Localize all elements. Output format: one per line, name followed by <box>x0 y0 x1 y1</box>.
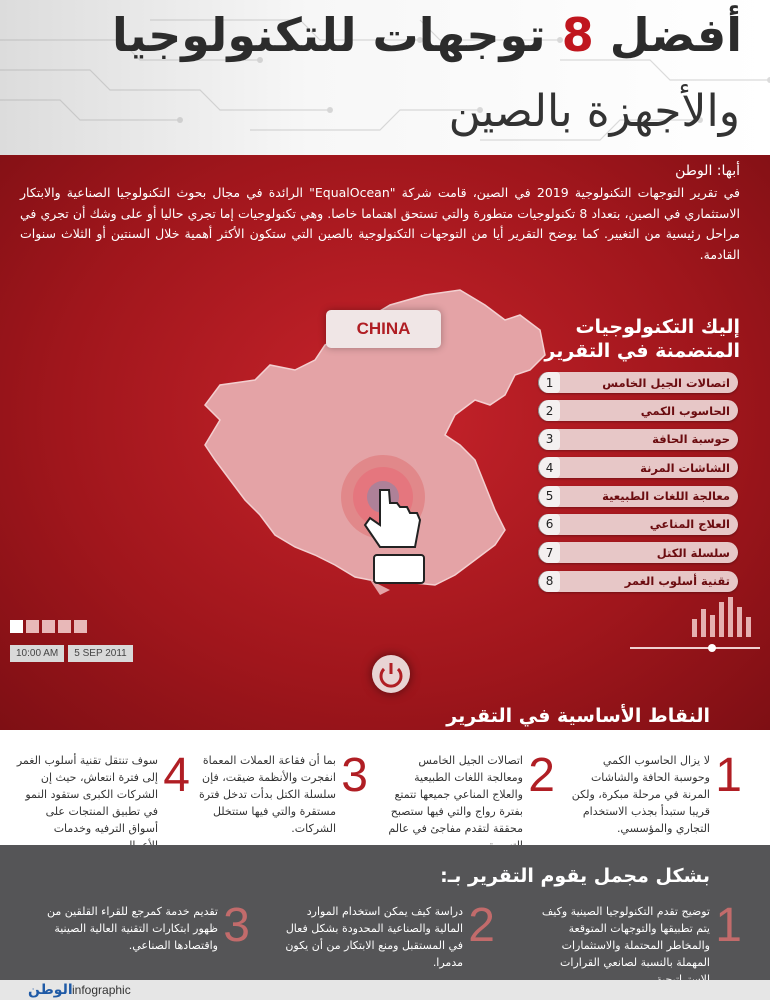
key-points-title: النقاط الأساسية في التقرير <box>446 705 710 727</box>
tech-number: 5 <box>538 486 560 507</box>
tech-item <box>538 514 738 535</box>
date-label: 5 SEP 2011 <box>68 645 132 662</box>
tech-label: معالجة اللغات الطبيعية <box>602 489 730 504</box>
key-point-number: 4 <box>163 749 190 802</box>
summary-item <box>285 899 495 971</box>
power-icon <box>372 655 410 693</box>
key-point-number: 1 <box>715 749 742 802</box>
summary-item <box>532 899 742 988</box>
tech-item <box>538 372 738 393</box>
summary-text: توضيح تقدم التكنولوجيا الصينية وكيف يتم تطبيقها والتوجهات المتوقعة والمخاطر المحتملة والاستثمارات المهملة بالنسبة لصانعي القرارات <box>541 905 710 969</box>
summary-text: تقديم خدمة كمرجع للقراء القلقين من ظهور ابتكارات التقنية العالية الصينية واقتصادها الصناعي. <box>47 905 218 952</box>
key-points-section <box>0 730 770 845</box>
tech-number: 4 <box>538 457 560 478</box>
byline: أبها: الوطن <box>675 163 740 179</box>
key-point-number: 2 <box>528 749 555 802</box>
tech-label: حوسبة الحافة <box>652 432 730 447</box>
summary-number: 3 <box>223 899 250 952</box>
key-point-text: بما أن فقاعة العملات المعماة انفجرت والأنظمة ضيقت، فإن سلسلة الكتل بدأت تدخل فترة مستقرة والتي فيها ستتخلل الشركات. <box>199 754 336 835</box>
title-part1: أفضل <box>609 8 742 62</box>
tech-item <box>538 486 738 507</box>
key-point-text: لا يزال الحاسوب الكمي وحوسبة الحافة والشاشات المرنة في مرحلة مبكرة، ولكن قريبا ستبدأ بجذب الاستخدام التجاري والمؤسسي. <box>571 754 710 835</box>
page-subtitle: والأجهزة بالصين <box>448 86 740 137</box>
tech-number: 7 <box>538 542 560 563</box>
tech-number: 1 <box>538 372 560 393</box>
footer <box>0 980 770 1000</box>
tech-list-title: إليك التكنولوجيات المتضمنة في التقرير <box>544 316 740 362</box>
slider-graphic <box>630 647 760 649</box>
tech-number: 8 <box>538 571 560 592</box>
time-label: 10:00 AM <box>10 645 64 662</box>
header <box>0 0 770 155</box>
china-label: CHINA <box>326 310 441 348</box>
summary-number: 2 <box>468 899 495 952</box>
key-point <box>15 749 190 854</box>
title-number: 8 <box>561 8 594 62</box>
tech-number: 3 <box>538 429 560 450</box>
summary-text: دراسة كيف يمكن استخدام الموارد المالية والصناعية المحدودة بشكل فعال في المستقبل ومنع الابتكار من أن يكون مدمرا. <box>285 905 463 969</box>
key-point <box>380 749 555 854</box>
tech-item <box>538 571 738 592</box>
page-title <box>112 8 742 62</box>
tech-list <box>538 372 738 599</box>
intro-text: في تقرير التوجهات التكنولوجية 2019 في الصين، قامت شركة "EqualOcean" الرائدة في مجال بحوث التكنولوجيا الصناعية والابتكار الاستثماري في الصين، بتعداد 8 تكنولوجيات متطورة والتي تستحق اهتماما خاصا. وهي تكنولوجيات إما تجري حاليا أو على وشك أن تجري في مراحل رئيسية من التغيير. كما يوضح التقرير أيا من التوجهات التكنولوجية بالصين التي ستكون الأكثر أهمية خلال السنتين أو الثلاث سنوات القادمة. <box>20 185 741 262</box>
tech-label: اتصالات الجيل الخامس <box>602 375 730 390</box>
summary-number: 1 <box>715 899 742 952</box>
tech-label: الشاشات المرنة <box>640 460 730 475</box>
brand-logo: الوطن <box>28 982 73 998</box>
tech-label: تقنية أسلوب الغمر <box>624 574 730 589</box>
footer-label: infographic <box>72 983 131 997</box>
summary-item <box>40 899 250 954</box>
indicator-squares <box>10 620 87 633</box>
key-point <box>567 749 742 837</box>
summary-section <box>0 845 770 980</box>
tech-label: الحاسوب الكمي <box>640 403 730 418</box>
tech-number: 2 <box>538 400 560 421</box>
red-panel <box>0 155 770 730</box>
tech-label: سلسلة الكتل <box>656 545 730 560</box>
key-point-text: اتصالات الجيل الخامس ومعالجة اللغات الطبيعية والعلاج المناعي جميعها تتمتع بفترة رواج والتي فيها ستصبح محققة لتقدم مفاجئ في عالم <box>388 754 523 835</box>
tech-label: العلاج المناعي <box>649 517 730 532</box>
summary-title: بشكل مجمل يقوم التقرير بـ: <box>440 865 710 887</box>
tech-item <box>538 542 738 563</box>
time-date-display <box>10 645 133 662</box>
bar-graphic <box>692 597 751 637</box>
key-point-number: 3 <box>341 749 368 802</box>
tech-item <box>538 457 738 478</box>
tech-number: 6 <box>538 514 560 535</box>
key-point-text: سوف تنتقل تقنية أسلوب الغمر إلى فترة انتعاش، حيث إن الشركات الكبرى ستقود النمو في تطبيق المنتجات على أسواق الترفيه وخدمات <box>16 754 158 835</box>
title-part2: توجهات للتكنولوجيا <box>112 8 546 62</box>
key-point <box>193 749 368 837</box>
tech-item <box>538 429 738 450</box>
tech-item <box>538 400 738 421</box>
